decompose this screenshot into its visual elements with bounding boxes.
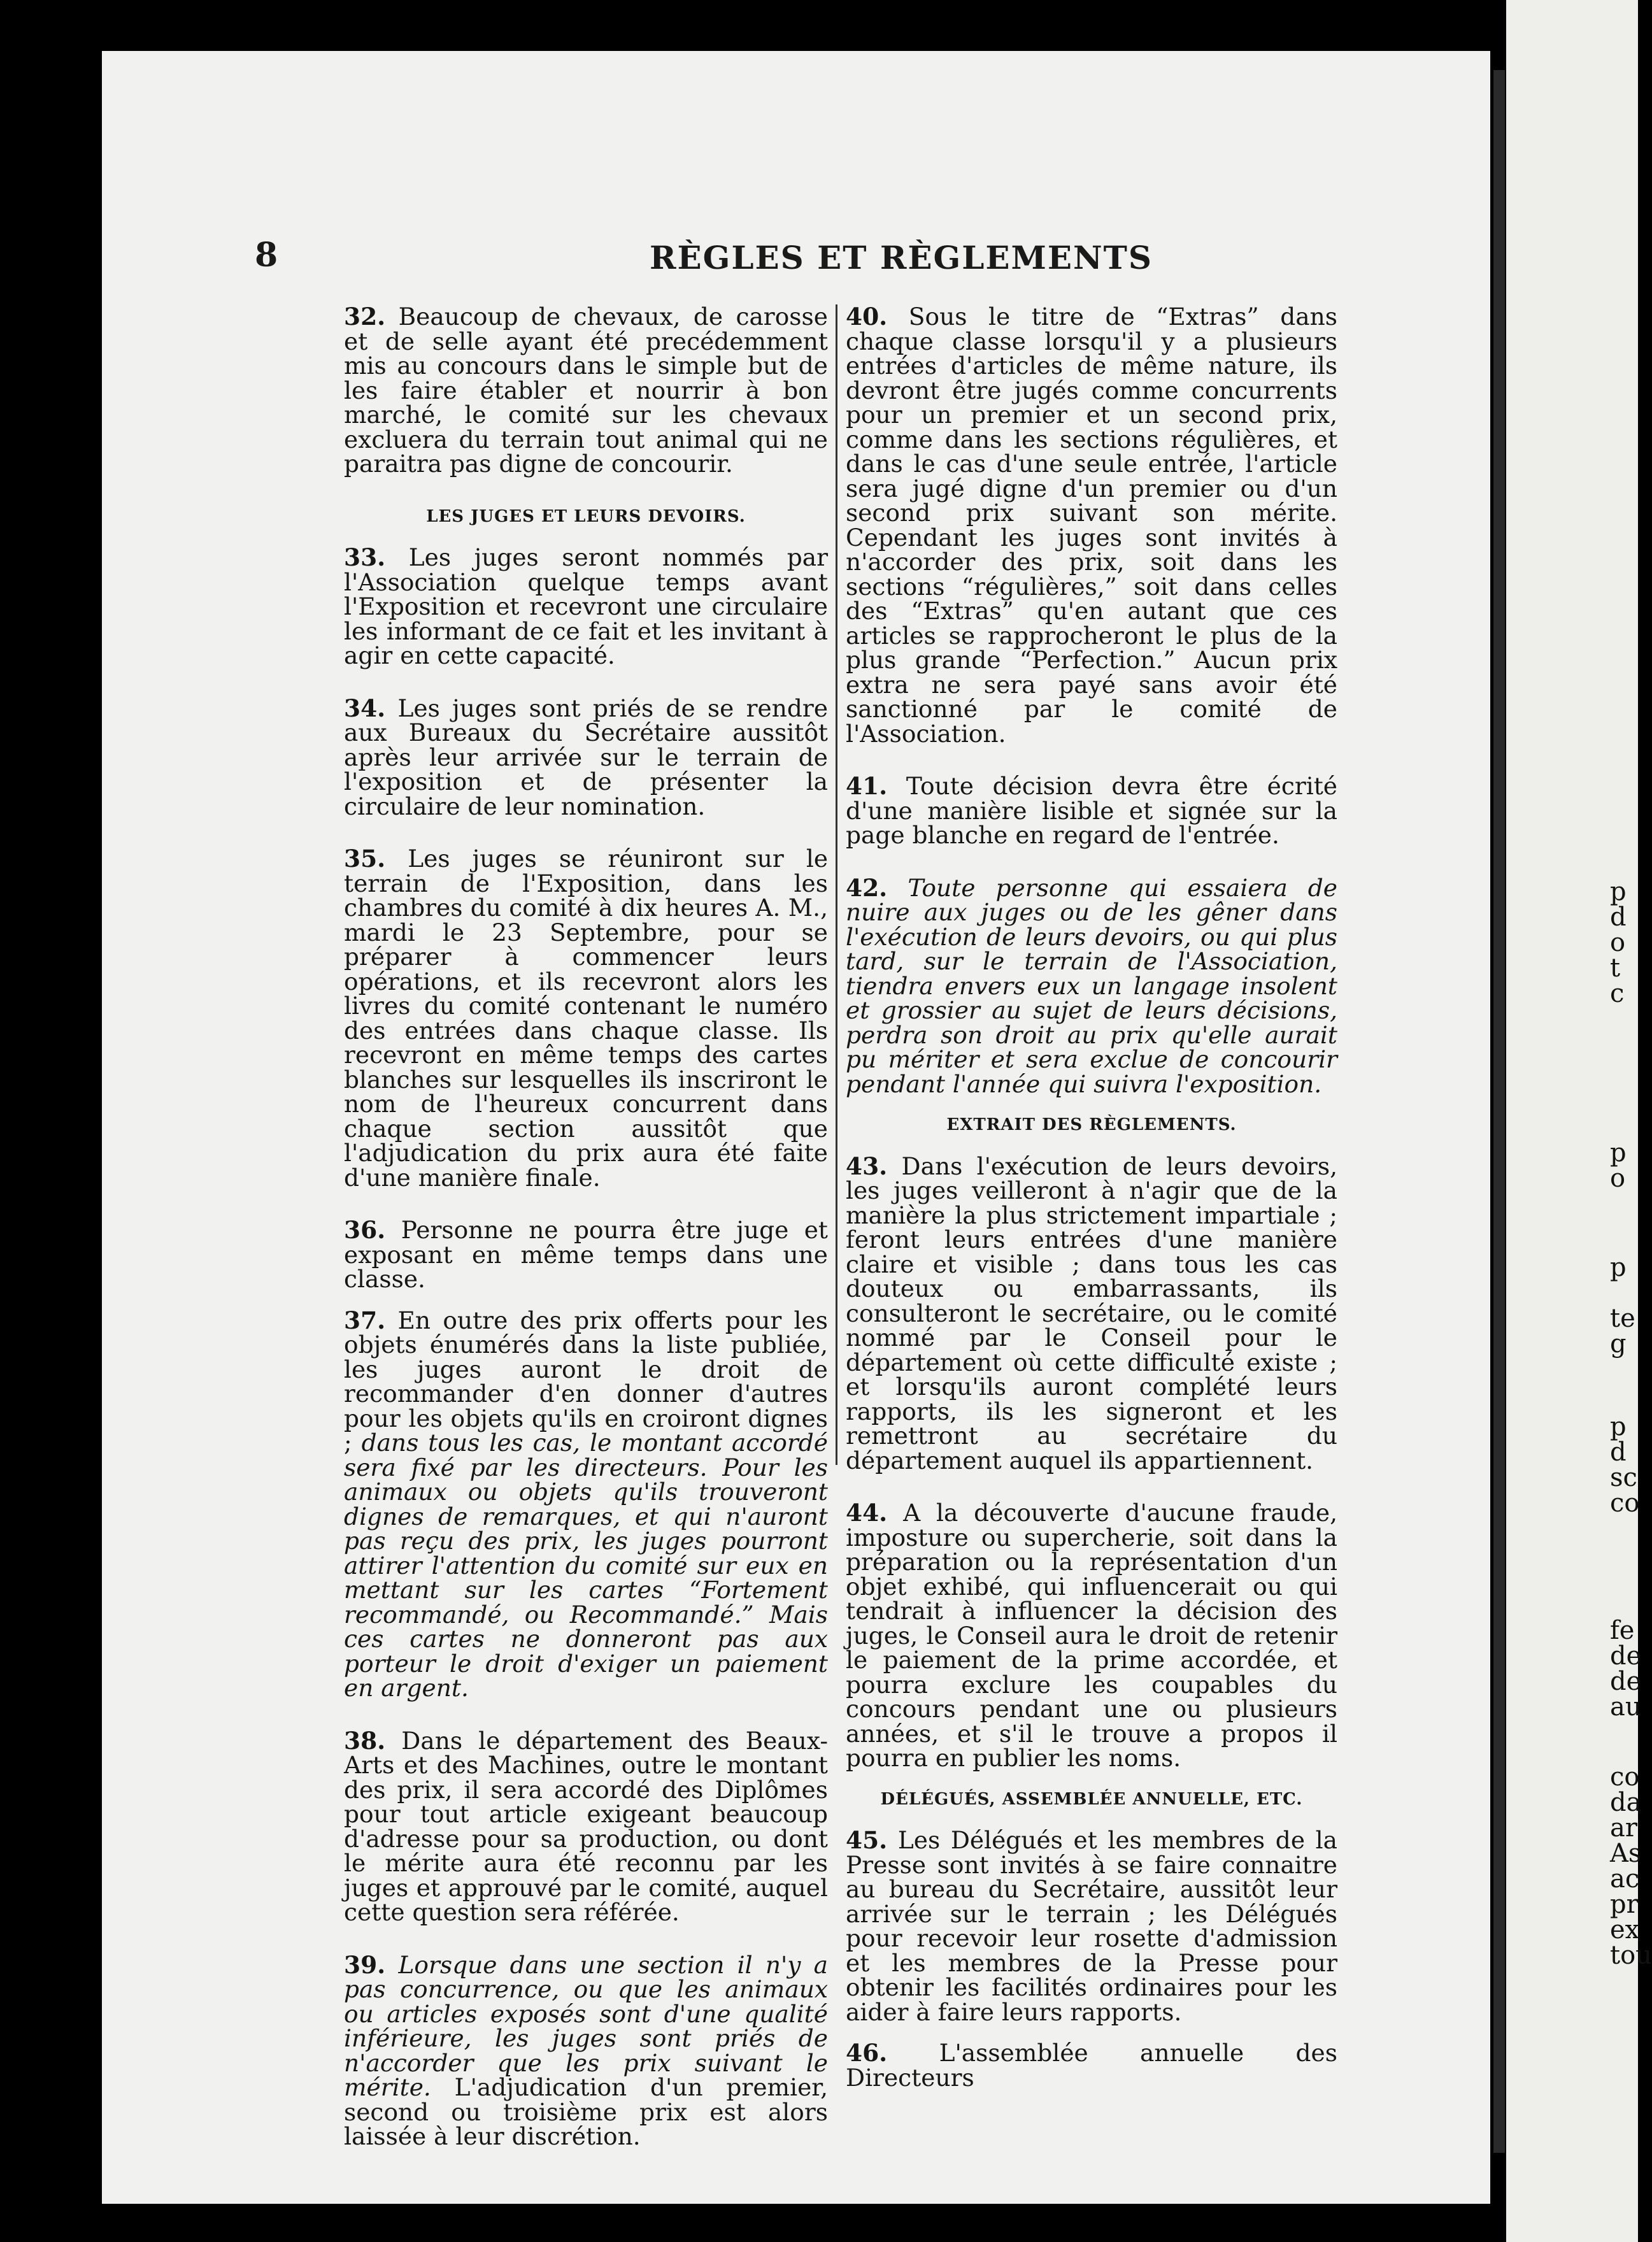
article-32: 32. Beaucoup de chevaux, de carosse et de selle ayant été precédemment mis au concours dans le simple but de les faire établer et nourrir à bon marché, le comité sur les chevaux excluera du terrain tout animal qui ne paraitra pas digne de concourir.: [344, 303, 828, 478]
article-39: 39. Lorsque dans une section il n'y a pas concurrence, ou que les animaux ou articles exposés sont d'une qualité inférieure, les juges sont priés de n'accorder que les prix suivant le mérite. L'adjudication d'un premier, second ou troisième prix est alors laissée à leur discrétion.: [344, 1950, 828, 2150]
article-41: 41. Toute décision devra être écrité d'une manière lisible et signée sur la page blanche en regard de l'entrée.: [846, 772, 1338, 849]
facing-page-edge-text: p d o t c p o p te g p d sc co fe de de au co da ar As ac pr ex tou: [1610, 877, 1652, 1970]
running-title: RÈGLES ET RÈGLEMENTS: [650, 239, 1153, 276]
article-46: 46. L'assemblée annuelle des Directeurs: [846, 2039, 1337, 2092]
article-44: 44. A la découverte d'aucune fraude, imposture ou supercherie, soit dans la préparation ou la représentation d'un objet exhibé, qui influencerait ou qui tendrait à influencer la décision des juges, le Conseil aura le droit de retenir le paiement de la prime accordée, et pourra exclure les coupables du concours pendant une ou plusieurs années, et s'il le trouve a propos il pourra en publier les noms.: [846, 1499, 1338, 1772]
section-heading: EXTRAIT DES RÈGLEMENTS.: [946, 1115, 1237, 1134]
article-33: 33. Les juges seront nommés par l'Association quelque temps avant l'Exposition et recevront une circulaire les informant de ce fait et les invitant à agir en cette capacité.: [344, 543, 828, 669]
section-heading: LES JUGES ET LEURS DEVOIRS.: [426, 506, 746, 526]
left-column: [344, 304, 828, 2177]
book-spine: [1493, 70, 1505, 2153]
article-42: 42. Toute personne qui essaiera de nuire aux juges ou de les gêner dans l'exécution de leurs devoirs, ou qui plus tard, sur le terrain de l'Association, tiendra envers eux un langage insolent et grossier au sujet de leurs décisions, perdra son droit au prix qu'elle aurait pu mériter et sera exclue de concourir pendant l'année qui suivra l'exposition.: [846, 873, 1337, 1098]
article-45: 45. Les Délégués et les membres de la Presse sont invités à se faire connaitre au bureau du Secrétaire, aussitôt leur arrivée sur le terrain ; les Délégués pour recevoir leur rosette d'admission et les membres de la Presse pour obtenir les facilités ordinaires pour les aider à faire leurs rapports.: [846, 1826, 1337, 2026]
right-column: [846, 304, 1337, 2118]
section-heading: DÉLÉGUÉS, ASSEMBLÉE ANNUELLE, ETC.: [880, 1789, 1303, 1809]
page-number: 8: [255, 236, 278, 275]
article-43: 43. Dans l'exécution de leurs devoirs, les juges veilleront à n'agir que de la manière la plus strictement impartiale ; feront leurs entrées d'une manière claire et visible ; dans tous les cas douteux ou embarrassants, ils consulteront le secrétaire, ou le comité nommé par le Conseil pour le département où cette difficulté existe ; et lorsqu'ils auront complété leurs rapports, ils les signeront et les remettront au secrétaire du département auquel ils appartiennent.: [846, 1152, 1337, 1474]
column-divider: [836, 304, 837, 1465]
article-35: 35. Les juges se réuniront sur le terrain de l'Exposition, dans les chambres du comité à dix heures A. M., mardi le 23 Septembre, pour se préparer à commencer leurs opérations, et ils recevront alors les livres du comité contenant le numéro des entrées dans chaque classe. Ils recevront en même temps des cartes blanches sur lesquelles ils inscriront le nom de l'heureux concurrent dans chaque section aussitôt que l'adjudication du prix aura été faite d'une manière finale.: [344, 845, 829, 1192]
article-34: 34. Les juges sont priés de se rendre aux Bureaux du Secrétaire aussitôt après leur arrivée sur le terrain de l'exposition et de présenter la circulaire de leur nomination.: [344, 694, 829, 820]
article-38: 38. Dans le département des Beaux-Arts et des Machines, outre le montant des prix, il sera accordé des Diplômes pour tout article exigeant beaucoup d'adresse pour sa production, ou dont le mérite aura été reconnu par les juges et approuvé par le comité, auquel cette question sera référée.: [344, 1726, 828, 1926]
article-40: 40. Sous le titre de “Extras” dans chaque classe lorsqu'il y a plusieurs entrées d'articles de même nature, ils devront être jugés comme concurrents pour un premier et un second prix, comme dans les sections régulières, et dans le cas d'une seule entrée, l'article sera jugé digne d'un premier ou d'un second prix suivant son mérite. Cependant les juges sont invités à n'accorder des prix, soit dans les sections “régulières,” soit dans celles des “Extras” qu'en autant que ces articles se rapprocheront le plus de la plus grande “Perfection.” Aucun prix extra ne sera payé sans avoir été sanctionné par le comité de l'Association.: [846, 303, 1338, 748]
article-36: 36. Personne ne pourra être juge et exposant en même temps dans une classe.: [344, 1216, 828, 1293]
article-37: 37. En outre des prix offerts pour les objets énumérés dans la liste publiée, les juges auront le droit de recommander d'en donner d'autres pour les objets qu'ils en croiront dignes ; dans tous les cas, le montant accordé sera fixé par les directeurs. Pour les animaux ou objets qu'ils trouveront dignes de remarques, et qui n'auront pas reçu des prix, les juges pourront attirer l'attention du comité sur eux en mettant sur les cartes “Fortement recommandé, ou Recommandé.” Mais ces cartes ne donneront pas aux porteur le droit d'exiger un paiement en argent.: [344, 1306, 828, 1702]
